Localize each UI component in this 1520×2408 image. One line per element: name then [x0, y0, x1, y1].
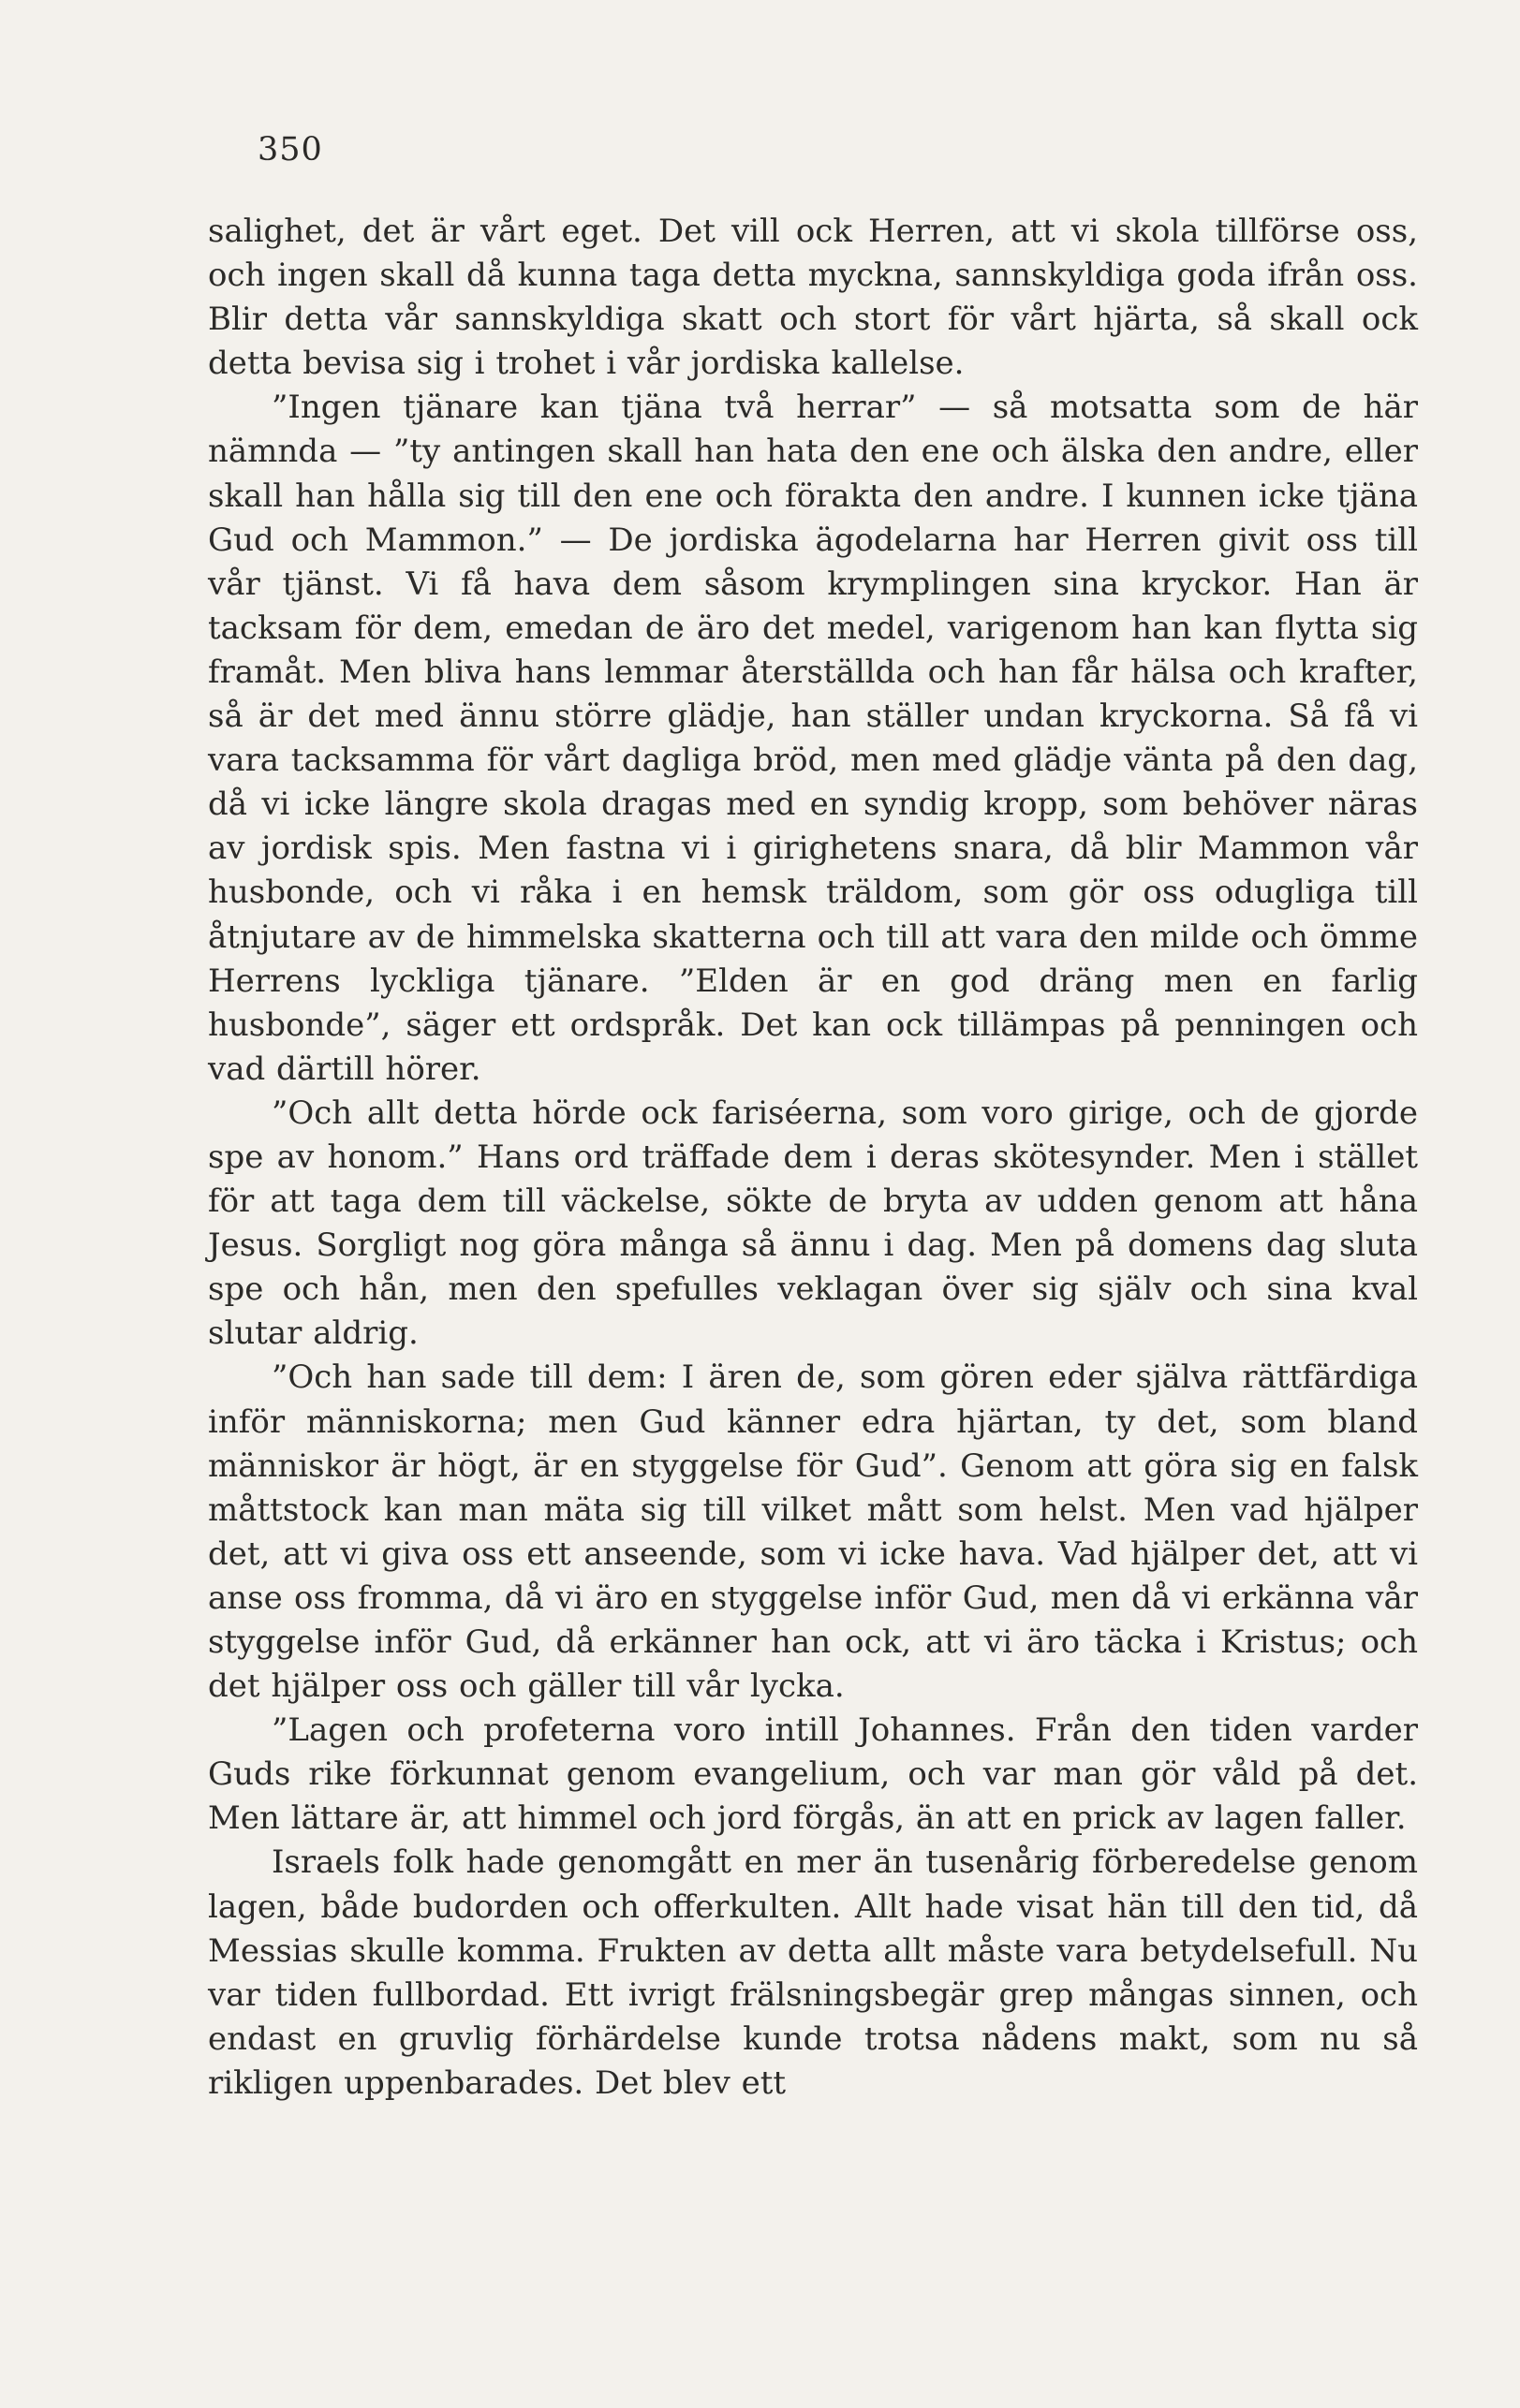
paragraph: salighet, det är vårt eget. Det vill ock Herren, att vi skola tillförse oss, och ingen skall då kunna taga detta myckna, sannskyldiga goda ifrån oss. Blir detta vår sannskyldiga skatt och stort för vårt hjärta, så skall ock detta bevisa sig i trohet i vår jordiska kallelse.	[208, 213, 1418, 383]
paragraph: ”Ingen tjänare kan tjäna två herrar” — så motsatta som de här nämnda — ”ty antingen skall han hata den ene och älska den andre, eller skall han hålla sig till den ene och förakta den andre. I kunnen icke tjäna Gud och Mammon.” — De jordiska ägodelarna har Herren givit oss till vår tjänst. Vi få hava dem såsom krymplingen sina kryckor. Han är tacksam för dem, emedan de äro det medel, varigenom han kan flytta sig framåt. Men bliva hans lemmar återställda och han får hälsa och krafter, så är det med ännu större glädje, han ställer undan kryckorna. Så få vi vara tacksamma för vårt dagliga bröd, men med glädje vänta på den dag, då vi icke längre skola dragas med en syndig kropp, som behöver näras av jordisk spis. Men fastna vi i girighetens snara, då blir Mammon vår husbonde, och vi råka i en hemsk träldom, som gör oss odugliga till åtnjutare av de himmelska skatterna och till att vara den milde och ömme Herrens lyckliga tjänare. ”Elden är en god dräng men en farlig husbonde”, säger ett ordspråk. Det kan ock tillämpas på penningen och vad därtill hörer.	[208, 389, 1418, 1088]
page-number: 350	[258, 131, 323, 169]
paragraph: ”Och han sade till dem: I ären de, som gören eder själva rättfärdiga inför människorna; men Gud känner edra hjärtan, ty det, som bland människor är högt, är en styggelse för Gud”. Genom att göra sig en falsk måttstock kan man mäta sig till vilket mått som helst. Men vad hjälper det, att vi giva oss ett anseende, som vi icke hava. Vad hjälper det, att vi anse oss fromma, då vi äro en styggelse inför Gud, men då vi erkänna vår styggelse inför Gud, då erkänner han ock, att vi äro täcka i Kristus; och det hjälper oss och gäller till vår lycka.	[208, 1358, 1418, 1706]
paragraph: ”Lagen och profeterna voro intill Johannes. Från den tiden varder Guds rike förkunnat genom evangelium, och var man gör våld på det. Men lättare är, att himmel och jord förgås, än att en prick av lagen faller.	[208, 1711, 1418, 1838]
paragraph: Israels folk hade genomgått en mer än tusenårig förberedelse genom lagen, både budorden och offerkulten. Allt hade visat hän till den tid, då Messias skulle komma. Frukten av detta allt måste vara betydelsefull. Nu var tiden fullbordad. Ett ivrigt frälsningsbegär grep mångas sinnen, och endast en gruvlig förhärdelse kunde trotsa nådens makt, som nu så rikligen uppenbarades. Det blev ett	[208, 1843, 1418, 2102]
body-text	[208, 210, 1418, 2106]
paragraph: ”Och allt detta hörde ock fariséerna, som voro girige, och de gjorde spe av honom.” Hans ord träffade dem i deras skötesynder. Men i stället för att taga dem till väckelse, sökte de bryta av udden genom att håna Jesus. Sorgligt nog göra många så ännu i dag. Men på domens dag sluta spe och hån, men den spefulles veklagan över sig själv och sina kval slutar aldrig.	[208, 1094, 1418, 1353]
